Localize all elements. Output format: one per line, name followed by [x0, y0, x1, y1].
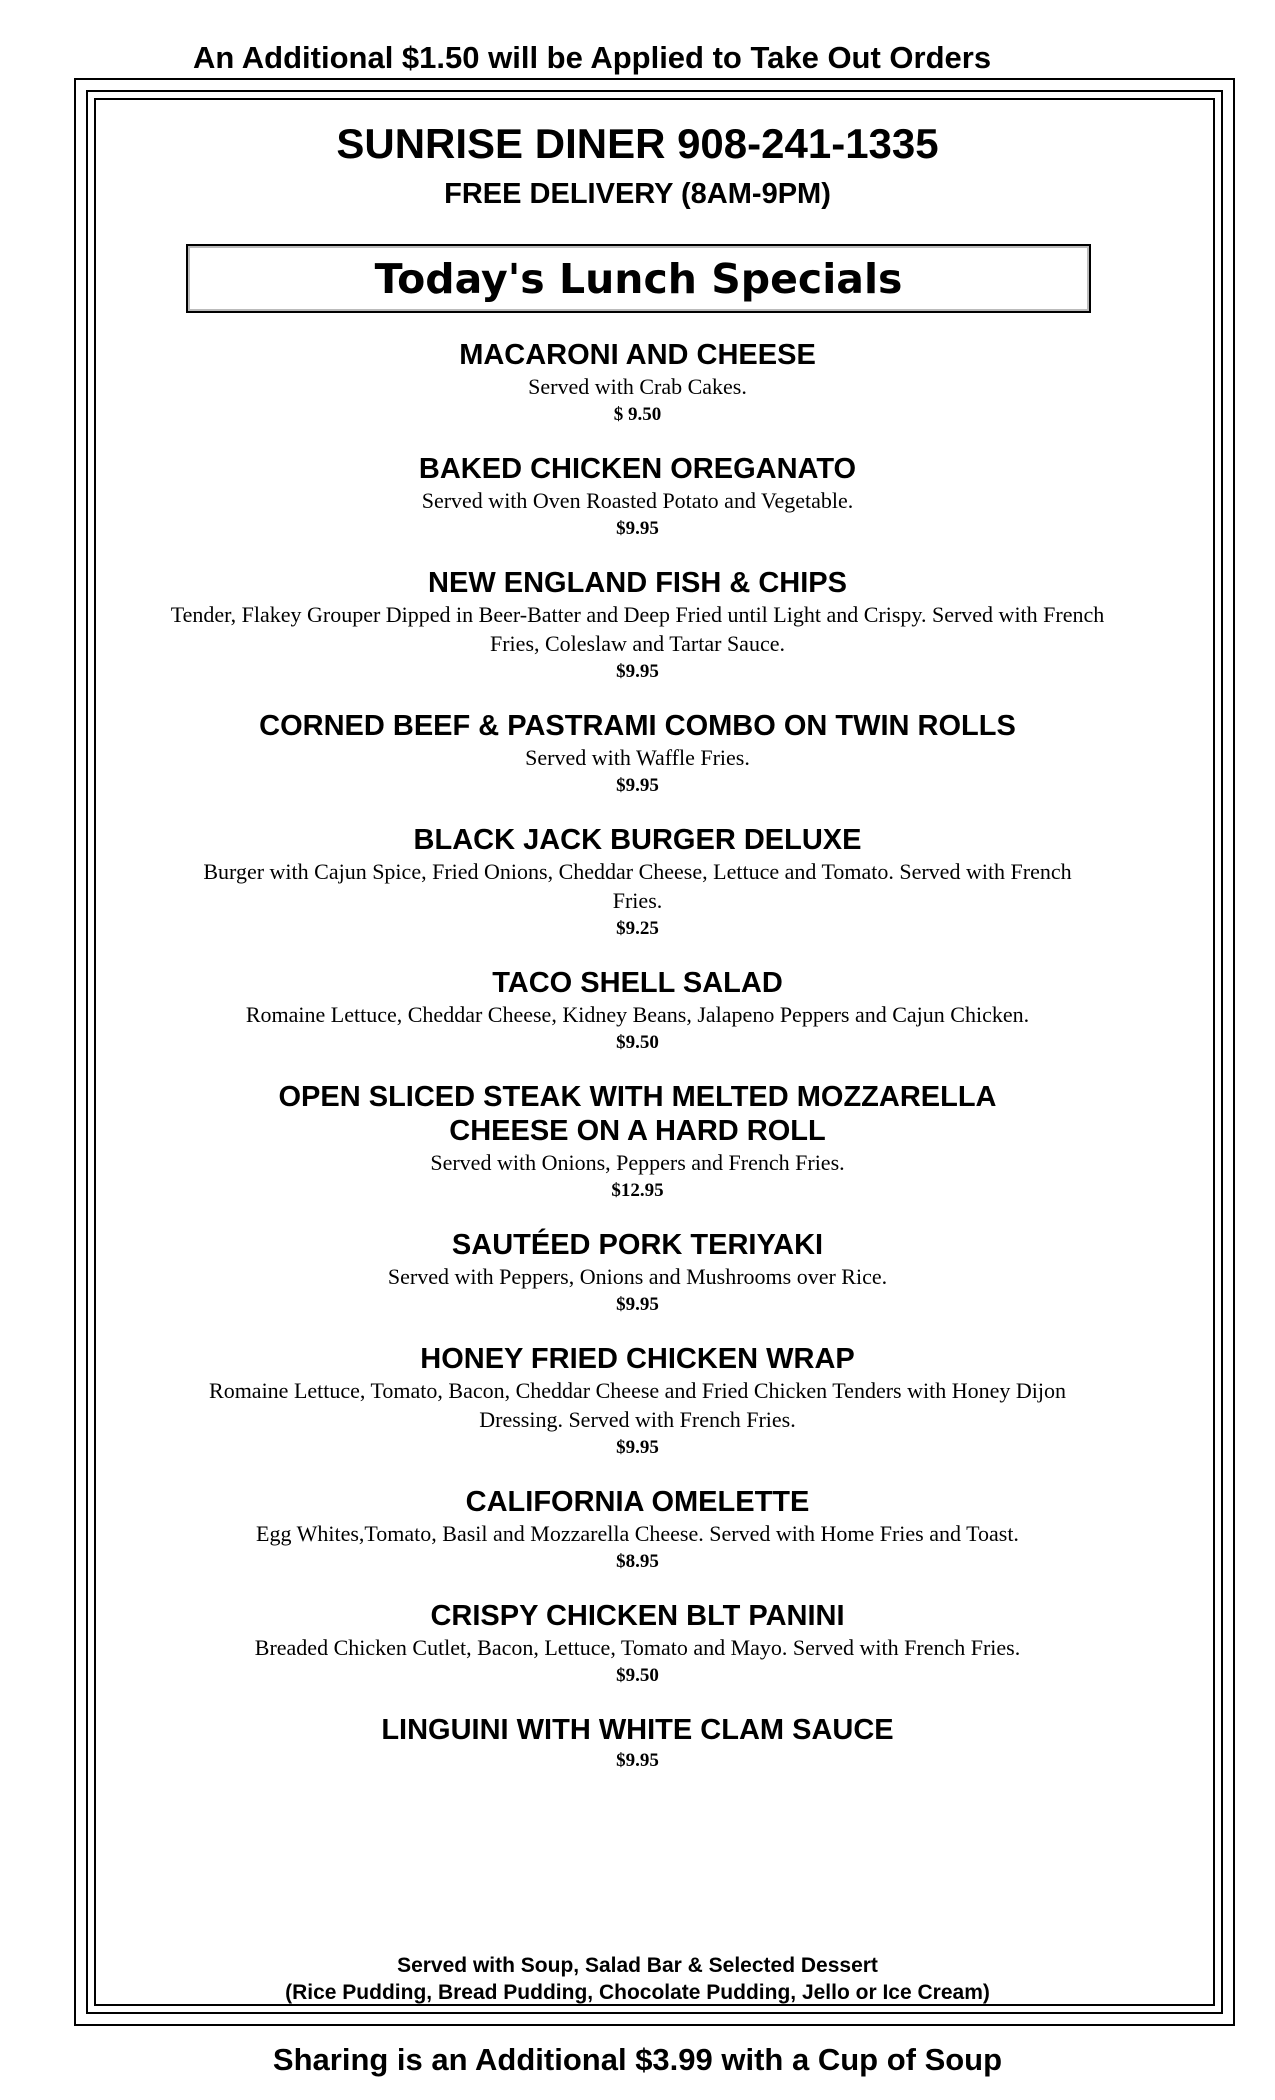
menu-item-description: Served with Peppers, Onions and Mushrooms over Rice.: [387, 1264, 888, 1289]
menu-item-price: $9.25: [616, 918, 659, 939]
menu-item: [150, 566, 1125, 685]
menu-item-price: $9.95: [616, 1750, 659, 1771]
specials-heading: Today's Lunch Specials: [374, 254, 903, 303]
menu-item-name: LINGUINI WITH WHITE CLAM SAUCE: [381, 1714, 894, 1746]
lunch-includes-line: Served with Soup, Salad Bar & Selected Dessert: [397, 1954, 878, 1977]
delivery-hours: FREE DELIVERY (8AM-9PM): [444, 178, 831, 210]
menu-item-description: Egg Whites,Tomato, Basil and Mozzarella Cheese. Served with Home Fries and Toast.: [256, 1521, 1019, 1546]
menu-item-description: Served with Onions, Peppers and French Fries.: [430, 1150, 845, 1175]
menu-item-name: CALIFORNIA OMELETTE: [465, 1486, 810, 1518]
menu-item-description: Romaine Lettuce, Cheddar Cheese, Kidney Beans, Jalapeno Peppers and Cajun Chicken.: [245, 1002, 1030, 1027]
menu-item: [150, 1080, 1125, 1204]
menu-item-description: Breaded Chicken Cutlet, Bacon, Lettuce, Tomato and Mayo. Served with French Fries.: [254, 1635, 1021, 1660]
menu-item-name: SAUTÉED PORK TERIYAKI: [451, 1229, 824, 1261]
menu-item-name: CRISPY CHICKEN BLT PANINI: [430, 1600, 845, 1632]
menu-item-name: CORNED BEEF & PASTRAMI COMBO ON TWIN ROLLS: [259, 710, 1016, 742]
sharing-charge-note: Sharing is an Additional $3.99 with a Cup of Soup: [272, 2042, 1003, 2077]
menu-item-price: $9.95: [616, 1294, 659, 1315]
menu-item-price: $12.95: [611, 1180, 664, 1201]
specials-heading-box: [186, 244, 1091, 313]
lunch-includes-note: [0, 1952, 1275, 2006]
menu-item-price: $8.95: [616, 1551, 659, 1572]
menu-item-name: MACARONI AND CHEESE: [459, 339, 816, 371]
menu-item-price: $9.95: [616, 518, 659, 539]
takeout-surcharge-note: An Additional $1.50 will be Applied to Take Out Orders: [193, 40, 992, 75]
menu-item: [150, 452, 1125, 542]
menu-item: [150, 338, 1125, 428]
menu-item-description: Served with Crab Cakes.: [528, 374, 747, 399]
menu-item: [150, 1228, 1125, 1318]
menu-item: [150, 1599, 1125, 1689]
menu-item-name: TACO SHELL SALAD: [492, 967, 783, 999]
menu-item-name: OPEN SLICED STEAK WITH MELTED MOZZARELLA CHEESE ON A HARD ROLL: [278, 1081, 997, 1147]
menu-item-price: $9.50: [616, 1032, 659, 1053]
menu-item-name: BLACK JACK BURGER DELUXE: [413, 824, 862, 856]
menu-item: [150, 709, 1125, 799]
diner-name-phone: SUNRISE DINER 908-241-1335: [336, 120, 939, 167]
menu-item-description: Served with Oven Roasted Potato and Vegetable.: [421, 488, 854, 513]
menu-item: [150, 966, 1125, 1056]
menu-item-price: $9.95: [616, 661, 659, 682]
menu-item-description: Served with Waffle Fries.: [525, 745, 750, 770]
menu-item-description: Romaine Lettuce, Tomato, Bacon, Cheddar Cheese and Fried Chicken Tenders with Honey Dijon Dressing. Served with French Fries.: [209, 1378, 1066, 1432]
menu-item-description: Tender, Flakey Grouper Dipped in Beer-Batter and Deep Fried until Light and Crispy. Served with French Fries, Coleslaw and Tartar Sauce.: [170, 602, 1105, 656]
specials-list: [150, 338, 1125, 1798]
menu-item-price: $9.95: [616, 1437, 659, 1458]
menu-item: [150, 823, 1125, 942]
menu-item: [150, 1485, 1125, 1575]
menu-item-name: NEW ENGLAND FISH & CHIPS: [428, 567, 847, 599]
menu-item-price: $9.50: [616, 1665, 659, 1686]
menu-item: [150, 1713, 1125, 1774]
dessert-options-line: (Rice Pudding, Bread Pudding, Chocolate Pudding, Jello or Ice Cream): [285, 1981, 990, 2004]
menu-item-price: $9.95: [616, 775, 659, 796]
menu-item-name: HONEY FRIED CHICKEN WRAP: [420, 1343, 855, 1375]
menu-item: [150, 1342, 1125, 1461]
menu-item-name: BAKED CHICKEN OREGANATO: [418, 453, 857, 485]
menu-item-price: $ 9.50: [613, 404, 662, 425]
menu-item-description: Burger with Cajun Spice, Fried Onions, Cheddar Cheese, Lettuce and Tomato. Served with French Fries.: [203, 859, 1072, 913]
